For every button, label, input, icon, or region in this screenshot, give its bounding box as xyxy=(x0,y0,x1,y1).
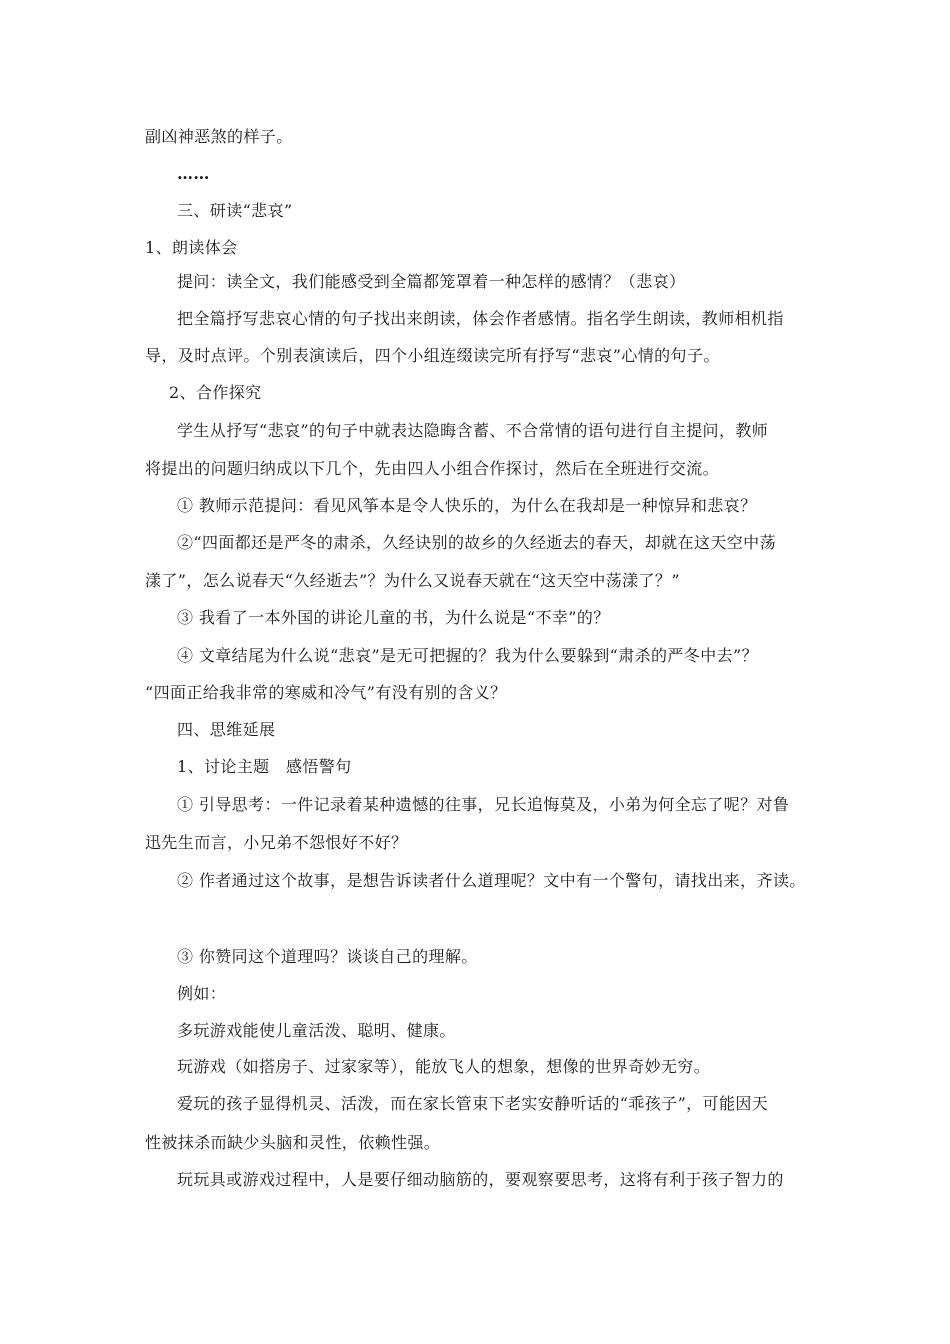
text-line: 副凶神恶煞的样子。 xyxy=(145,127,293,146)
text-line: 性被抹杀而缺少头脑和灵性，依赖性强。 xyxy=(145,1133,441,1152)
ellipsis-line: …… xyxy=(177,164,210,183)
subsection-heading: 1、朗读体会 xyxy=(145,238,238,257)
text-line: 漾了”，怎么说春天“久经逝去”？为什么又说春天就在“这天空中荡漾了？” xyxy=(145,571,680,590)
example-line: 多玩游戏能使儿童活泼、聪明、健康。 xyxy=(177,1021,456,1040)
example-line: 玩游戏（如搭房子、过家家等），能放飞人的想象，想像的世界奇妙无穷。 xyxy=(177,1057,711,1076)
text-line: 例如： xyxy=(177,984,227,1003)
subsection-heading: 2、合作探究 xyxy=(169,383,262,402)
question-item: ④ 文章结尾为什么说“悲哀”是无可把握的？我为什么要躲到“肃杀的严冬中去”？ xyxy=(177,646,759,665)
question-item: ③ 我看了一本外国的讲论儿童的书，为什么说是“不幸”的？ xyxy=(177,608,610,627)
text-line: 迅先生而言，小兄弟不怨恨好不好？ xyxy=(145,833,408,852)
section-heading: 四、思维延展 xyxy=(177,720,276,739)
question-item: ③ 你赞同这个道理吗？谈谈自己的理解。 xyxy=(177,947,478,966)
text-line: 将提出的问题归纳成以下几个，先由四人小组合作探讨，然后在全班进行交流。 xyxy=(145,459,720,478)
text-line: 学生从抒写“悲哀”的句子中就表达隐晦含蓄、不合常情的语句进行自主提问，教师 xyxy=(177,421,769,440)
question-item: ① 引导思考：一件记录着某种遗憾的往事，兄长追悔莫及，小弟为何全忘了呢？对鲁 xyxy=(177,795,790,814)
question-item: ② 作者通过这个故事，是想告诉读者什么道理呢？文中有一个警句，请找出来，齐读。 xyxy=(177,871,806,890)
section-heading: 三、研读“悲哀” xyxy=(177,201,293,220)
text-line: 提问：读全文，我们能感受到全篇都笼罩着一种怎样的感情？（悲哀） xyxy=(177,272,686,291)
example-line: 爱玩的孩子显得机灵、活泼，而在家长管束下老实安静听话的“乖孩子”，可能因天 xyxy=(177,1094,769,1113)
text-line: 把全篇抒写悲哀心情的句子找出来朗读，体会作者感情。指名学生朗读，教师相机指 xyxy=(177,309,784,328)
question-item: ① 教师示范提问：看见风筝本是令人快乐的，为什么在我却是一种惊异和悲哀？ xyxy=(177,496,757,515)
text-line: “四面正给我非常的寒威和冷气”有没有别的含义？ xyxy=(145,683,507,702)
text-line: 导，及时点评。个别表演读后，四个小组连缀读完所有抒写“悲哀”心情的句子。 xyxy=(145,346,720,365)
subsection-heading: 1、讨论主题 感悟警句 xyxy=(177,757,352,776)
question-item: ②“四面都还是严冬的肃杀，久经诀别的故乡的久经逝去的春天，却就在这天空中荡 xyxy=(177,533,776,552)
example-line: 玩玩具或游戏过程中，人是要仔细动脑筋的，要观察要思考，这将有利于孩子智力的 xyxy=(177,1170,784,1189)
